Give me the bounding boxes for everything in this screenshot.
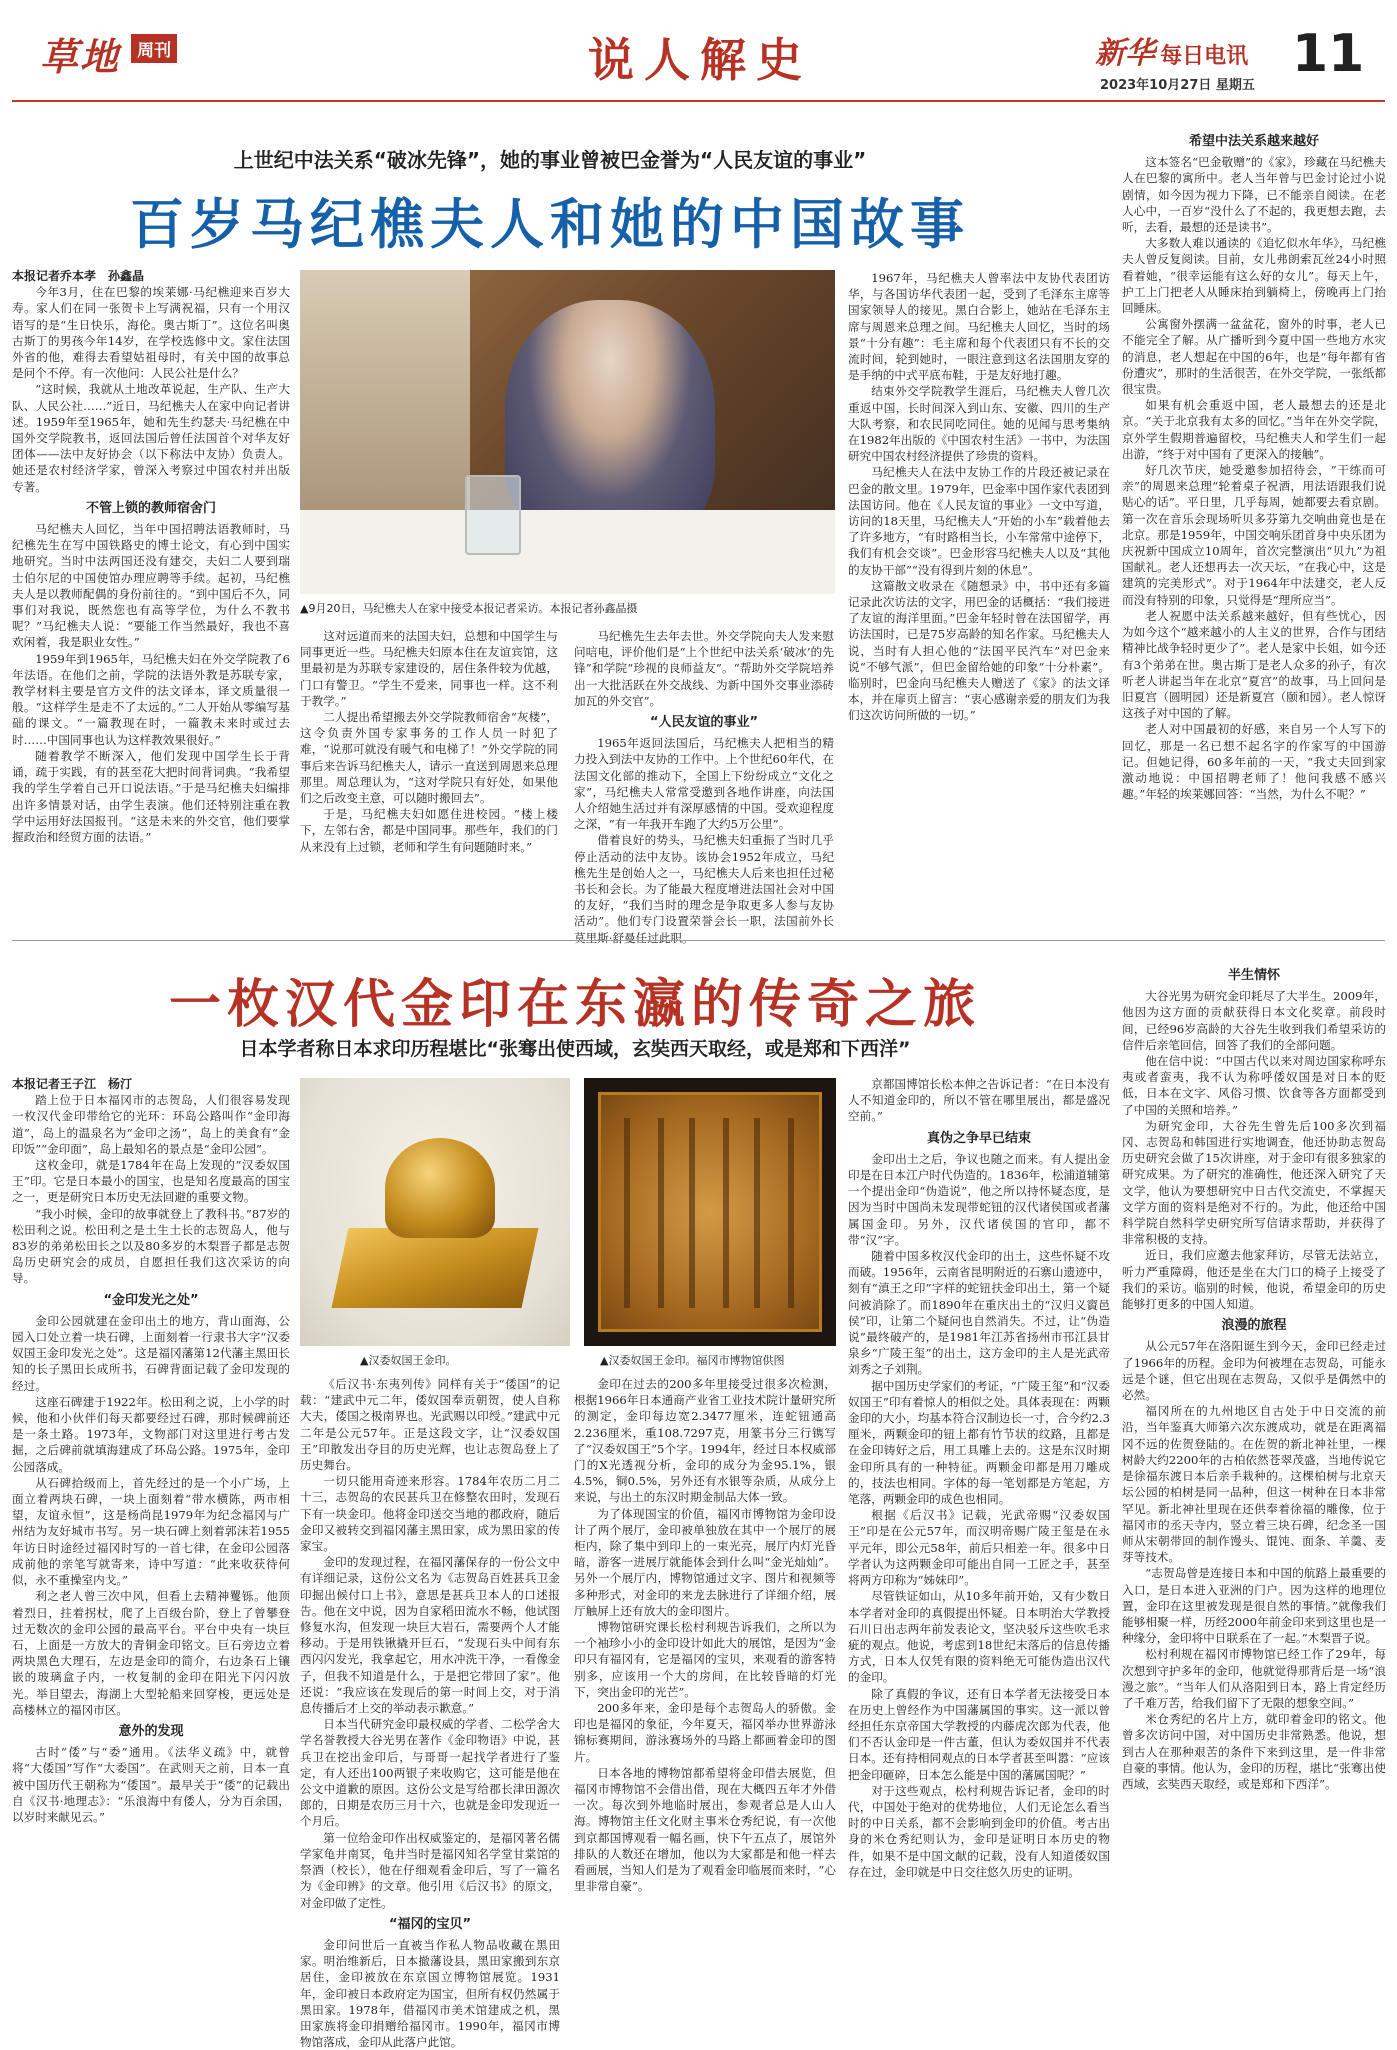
paragraph: 随着教学不断深入，他们发现中国学生长于背诵，疏于实践，有的甚至花大把时间背词典。“我希望我的学生学着自己开口说法语。”于是马纪樵夫妇编排出许多情景对话，由学生表演。他们还特别注重在教学中运用好法国报刊。“这是未来的外交官，他们要掌握政治和经贸方面的法语。” xyxy=(12,748,290,844)
article1-subhead: “人民友谊的事业” xyxy=(649,715,759,731)
paragraph: 借着良好的势头，马纪樵夫妇重振了当时几乎停止活动的法中友协。该协会1952年成立，马纪樵先生是创始人之一，马纪樵夫人后来也担任过秘书长和会长。为了能最大程度增进法国社会对中国的友好，“我们当时的理念是争取更多人参与友协活动”。他们专门设置荣誉会长一职，法国前外长莫里斯·舒曼任过此职。 xyxy=(574,833,834,945)
article1-col1 xyxy=(12,268,290,930)
gold-seal-photo-left xyxy=(300,1078,570,1346)
paragraph: 根据《后汉书》记载，光武帝赐“汉委奴国王”印是在公元57年，而汉明帝赐广陵王玺是在永平元年，即公元58年，前后只相差一年。很多中日学者认为这两颗金印可能出自同一工匠之手，甚至将两方印称为“姊妹印”。 xyxy=(848,1508,1110,1588)
paragraph: 大谷光男为研究金印耗尽了大半生。2009年，他因为这方面的贡献获得日本文化奖章。前段时间，已经96岁高龄的大谷先生收到我们希望采访的信件后亲笔回信，回答了我们的全部问题。 xyxy=(1122,989,1386,1052)
paragraph: 1959年到1965年，马纪樵夫妇在外交学院教了6年法语。在他们之前，学院的法语外教是苏联专家，教学材料主要是官方文件的法文译本，译文质量很一般。“这样学生是走不了太远的。”二人开始从零编写基础的课文。“一篇教现在时，一篇教未来时或过去时……中国同事也认为这样教效果很好。” xyxy=(12,651,290,747)
paragraph: 这篇散文收录在《随想录》中，书中还有多篇记录此次访法的文字，用巴金的话概括：“我们接进了友谊的海洋里面。”巴金年轻时曾在法国留学，再访法国时，已是75岁高龄的知名作家。马纪樵夫人说，当时有人担心他的“法国平民汽车”对巴金来说“不够气派”，但巴金留给她的印象“十分朴素”。临别时，巴金向马纪樵夫人赠送了《家》的法文译本，并在扉页上留言：“衷心感谢亲爱的朋友们为我们这次访问所做的一切。” xyxy=(848,578,1110,723)
paragraph: 据中国历史学家们的考证，“广陵王玺”和“汉委奴国王”印有着惊人的相似之处。具体表现在：两颗金印的大小，均基本符合汉制边长一寸，合今约2.3厘米，两颗金印的钮上都有竹节状的纹路，且都是在金印铸好之后，用工具雕上去的。这是东汉时期金印所具有的一种特征。两颗金印都是用刀雕成的，技法也相同。字体的每一笔划都是方笔起，方笔落，两颗金印的成色也相同。 xyxy=(848,1378,1110,1507)
issue-date: 2023年10月27日 星期五 xyxy=(1100,78,1255,93)
paragraph: 今年3月，住在巴黎的埃莱娜·马纪樵迎来百岁大寿。家人们在同一张贺卡上写满祝福，只有一个用汉语写的是“生日快乐，海伦。奥古斯丁”。这位名叫奥古斯丁的男孩今年14岁，在学校选修中文。家住法国外省的他，难得去看望姑祖母时，有关中国的故事总是问个不停。有一次他问：人民公社是什么？ xyxy=(12,285,290,381)
seal-inscription-line3 xyxy=(754,1118,794,1308)
article2-col3 xyxy=(574,1376,836,2016)
paragraph: 金印公园就建在金印出土的地方，背山面海，公园入口处立着一块石碑，上面刻着一行隶书大字“汉委奴国王金印发光之处”。这是福冈藩第12代藩主黑田长知的长子黑田长成所书，石碑背面记载了金印发现的经过。 xyxy=(12,1313,290,1393)
newspaper-logo xyxy=(1095,28,1248,72)
article2-title: 一枚汉代金印在东瀛的传奇之旅 xyxy=(168,974,981,1035)
paragraph: 金印问世后一直被当作私人物品收藏在黑田家。明治维新后，日本撤藩设县，黑田家搬到东京居住，金印被放在东京国立博物馆展览。1931年，金印被日本政府定为国宝，但所有权仍然属于黑田家。1978年，借福冈市美术馆建成之机，黑田家族将金印捐赠给福冈市。1990年，福冈市博物馆落成，金印从此落户此馆。 xyxy=(300,1937,560,2050)
article2-col1 xyxy=(12,1076,290,2016)
seal-caption-left: ▲汉委奴国王金印。 xyxy=(360,1354,457,1367)
paragraph: 为了体现国宝的价值，福冈市博物馆为金印设计了两个展厅，金印被单独放在其中一个展厅的展柜内，除了集中到印上的一束光亮，展厅内灯光昏暗，游客一进展厅就能体会到什么叫“金光灿灿”。另外一个展厅内，博物馆通过文字、图片和视频等多种形式，对金印的来龙去脉进行了详细介绍，展厅触屏上还有放大的金印图片。 xyxy=(574,1506,836,1618)
paragraph: 他在信中说：“中国古代以来对周边国家称呼东夷或者蛮夷，我不认为称呼倭奴国是对日本的贬低，日本在文字、风俗习惯、饮食等各方面都受到了中国的关照和培养。” xyxy=(1122,1054,1386,1117)
paragraph: 对于这些观点，松村利规告诉记者，金印的时代，中国处于绝对的优势地位，人们无论怎么看当时的中日关系，都不会影响到金印的价值。考古出身的米仓秀纪则认为，金印是证明日本历史的物件，如果不是中国文献的记载，没有人知道倭奴国存在过，金印就是中日交往悠久历史的证明。 xyxy=(848,1783,1110,1879)
paragraph: 二人提出希望搬去外交学院教师宿舍“灰楼”，这令负责外国专家事务的工作人员一时犯了难，“说那可就没有暖气和电梯了！”外交学院的同事后来告诉马纪樵夫人，请示一直送到周恩来总理那里。周总理认为，“这对学院只有好处，如果他们之后改变主意，可以随时搬回去”。 xyxy=(300,710,558,806)
paragraph: 踏上位于日本福冈市的志贺岛，人们很容易发现一枚汉代金印带给它的光环：环岛公路叫作“金印海道”，岛上的温泉名为“金印之汤”，岛上的美食有“金印饭”“金印面”，岛上最知名的景点是“金印公园”。 xyxy=(12,1093,290,1156)
photo-figure xyxy=(505,300,715,540)
paragraph: 马纪樵夫人回忆，当年中国招聘法语教师时，马纪樵先生在写中国铁路史的博士论文，有心到中国实地研究。当时中法两国还没有建交，夫妇二人要到瑞士伯尔尼的中国使馆办理应聘等手续。起初，马纪樵夫人是以教师配偶的身份前往的。“到中国后不久，同事们对我说，既然您也有高等学位，为什么不教书呢？”马纪樵夫人说：“要能工作当然最好，我也不喜欢闲着，我是职业女性。” xyxy=(12,522,290,650)
article2-subhead: “金印发光之处” xyxy=(103,1292,199,1308)
article1-kicker: 上世纪中法关系“破冰先锋”，她的事业曾被巴金誉为“人民友谊的事业” xyxy=(233,148,867,172)
paragraph: 这座石碑建于1922年。松田利之说，上小学的时候，他和小伙伴们每天都要经过石碑，那时候碑前还是一条土路。1973年，文物部门对这里进行考古发掘，之后碑前就填海建成了环岛公路。1975年，金印公园落成。 xyxy=(12,1394,290,1474)
paragraph: 如果有机会重返中国，老人最想去的还是北京。“关于北京我有太多的回忆。”当年在外交学院，京外学生假期普遍留校，马纪樵夫人和学生们一起出游，“终于对中国有了更深入的接触”。 xyxy=(1122,398,1386,461)
article1-caption: ▲9月20日，马纪樵夫人在家中接受本报记者采访。本报记者孙鑫晶摄 xyxy=(300,602,638,615)
paragraph: 米仓秀纪的名片上方，就印着金印的铭文。他曾多次访问中国，对中国历史非常熟悉。他说，想到古人在那种艰苦的条件下来到这里，是一件非常自豪的事情。他认为，金印的历程，堪比“张骞出使西域，玄奘西天取经，或是郑和下西洋”。 xyxy=(1122,1712,1386,1791)
page-number: 11 xyxy=(1292,24,1365,84)
gold-seal-photo-right xyxy=(584,1078,836,1346)
article2-byline: 本报记者王子江 杨汀 xyxy=(12,1077,133,1091)
section-title: 说人解史 xyxy=(588,33,812,87)
seal-inscription-line2 xyxy=(689,1118,729,1308)
article2-col2 xyxy=(300,1376,560,2050)
weekly-logo-text: 草地 xyxy=(40,34,121,79)
article1-photo xyxy=(300,270,835,594)
article2-subhead: 真伪之争早已结束 xyxy=(926,1130,1031,1146)
paragraph: 老人对中国最初的好感，来自另一个人写下的回忆，那是一名已想不起名字的作家写的中国游记。但她记得，60多年前的一天，“我丈夫回到家激动地说：中国招聘老师了！他问我感不感兴趣。”年轻的埃莱娜回答：“当然，为什么不呢？” xyxy=(1122,722,1386,802)
photo-glass xyxy=(465,475,521,555)
paragraph: “志贺岛曾是连接日本和中国的航路上最重要的入口，是日本进入亚洲的门户。因为这样的地理位置，金印在这里被发现是很自然的事情。”就像我们能够相聚一样，历经2000年前金印来到这里也是一种缘分，金印将中日联系在了一起。”木梨晋子说。 xyxy=(1122,1566,1386,1646)
paragraph: 金印出土之后，争议也随之而来。有人提出金印是在日本江户时代伪造的。1836年，松浦道辅第一个提出金印“伪造说”，他之所以持怀疑态度，是因为当时中国尚未发现带蛇钮的汉代诸侯国或者藩属国金印。另外，汉代诸侯国的官印，都不带“汉”字。 xyxy=(848,1151,1110,1247)
paragraph: 马纪樵夫人在法中友协工作的片段还被记录在巴金的散文里。1979年，巴金率中国作家代表团到法国访问。他在《人民友谊的事业》一文中写道，访问的18天里，马纪樵夫人“开始的小车”载着他去了许多地方，“有时路相当长，小车常常中途停下，我们有机会交谈”。巴金形容马纪樵夫人以及“其他的友协干部”“没有得到片刻的休息”。 xyxy=(848,465,1110,577)
article1-byline: 本报记者乔本孝 孙鑫晶 xyxy=(12,269,145,283)
article1-subhead: 不管上锁的教师宿舍门 xyxy=(85,500,216,516)
paragraph: 这枚金印，就是1784年在岛上发现的“汉委奴国王”印。它是日本最小的国宝，也是知名度最高的国宝之一，更是研究日本历史无法回避的重要文物。 xyxy=(12,1158,290,1205)
photo-table xyxy=(300,510,835,594)
paragraph: “我小时候，金印的故事就登上了教科书。”87岁的松田利之说。松田利之是土生土长的志贺岛人，他与83岁的弟弟松田长之以及80多岁的木梨晋子都是志贺岛历史研究会的成员，自愿担任我们这次采访的向导。 xyxy=(12,1206,290,1286)
paragraph: 一切只能用奇迹来形容。1784年农历二月二十三，志贺岛的农民甚兵卫在修整农田时，发现石下有一块金印。他将金印送交当地的郡政府，随后金印又被转交到福冈藩主黑田家，成为黑田家的传家宝。 xyxy=(300,1474,560,1554)
paragraph: 好几次节庆，她受邀参加招待会，“干练而可亲”的周恩来总理“轮着桌子祝酒，用法语跟我们说贴心的话”。平日里，几乎每周，她都要去看京剧。第一次在音乐会现场听贝多芬第九交响曲竟也是在北京。那是1959年，中国交响乐团首身中央乐团为庆祝新中国成立10周年，首次完整演出“贝九”为祖国献礼。老人还想再去一次天坛，“在我心中，这是建筑的完美形式”。对于1964年中法建交，老人反而没有特别的印象，只觉得是“理所应当”。 xyxy=(1122,463,1386,607)
article1-col4 xyxy=(848,270,1110,930)
paragraph: 1965年返回法国后，马纪樵夫人把相当的精力投入到法中友协的工作中。上个世纪60年代，在法国文化部的推动下，全国上下纷纷成立“文化之家”，马纪樵夫人常常受邀到各地作讲座，向法国人介绍她生活过并有深厚感情的中国。受欢迎程度之深，“有一年我开车跑了大约5万公里”。 xyxy=(574,736,834,832)
paragraph: 《后汉书·东夷列传》同样有关于“倭国”的记载：“建武中元二年，倭奴国奉贡朝贺，使人自称大夫，倭国之极南界也。光武赐以印绶。”建武中元二年是公元57年。正是这段文字，让“汉委奴国王”印散发出夺目的历史光辉，也让志贺岛登上了历史舞台。 xyxy=(300,1377,560,1473)
paragraph: 京都国博馆长松本伸之告诉记者：“在日本没有人不知道金印的，所以不管在哪里展出，都是盛况空前。” xyxy=(848,1077,1110,1124)
paragraph: 马纪樵先生去年去世。外交学院向夫人发来慰问唁电，评价他们是“上个世纪中法关系‘破冰’的先锋”和学院“珍视的良师益友”。“帮助外交学院培养出一大批活跃在外交战线、为新中国外交事业添砖加瓦的外交官”。 xyxy=(574,629,834,708)
paragraph: 结束外交学院教学生涯后，马纪樵夫人曾几次重返中国，长时间深入到山东、安徽、四川的生产大队考察，和农民同吃同住。她的见闻与思考集纳在1982年出版的《中国农村生活》一书中，为法国研究中国农村经济提供了珍贵的资料。 xyxy=(848,384,1110,464)
article1-title: 百岁马纪樵夫人和她的中国故事 xyxy=(130,192,970,256)
paragraph: 博物馆研究课长松村利规告诉我们，之所以为一个袖珍小小的金印设计如此大的展馆，是因为“金印只有福冈有，它是福冈的宝贝，来观看的游客特别多，应该用一个大的房间，在比较昏暗的灯光下，突出金印的光芒”。 xyxy=(574,1620,836,1699)
article2-subhead: 意外的发现 xyxy=(118,1723,184,1739)
article1-col3 xyxy=(574,628,834,945)
seal-knob xyxy=(385,1138,495,1238)
seal-base xyxy=(331,1228,538,1308)
paragraph: 第一位给金印作出权威鉴定的，是福冈著名儒学家龟井南冥，龟井当时是福冈知名学堂甘棠馆的祭酒（校长），他在仔细观看金印后，写了一篇名为《金印辨》的文章。他引用《后汉书》的原文，对金印做了定性。 xyxy=(300,1830,560,1910)
article1-subhead: 希望中法关系越来越好 xyxy=(1188,134,1319,149)
paragraph: 于是，马纪樵夫妇如愿住进校园。“楼上楼下，左邻右舍，都是中国同事。那些年，我们的门从来没有上过锁，老师和学生有问题随时来。” xyxy=(300,807,558,854)
paragraph: 公寓窗外摆满一盆盆花，窗外的时事，老人已不能完全了解。从广播听到今夏中国一些地方水灾的消息，老人想起在中国的6年，也是“每年都有省份遭灾”，那时的生活很苦，在外交学院，一张纸都很宝贵。 xyxy=(1122,317,1386,397)
paragraph: 大多数人难以通读的《追忆似水年华》，马纪樵夫人曾反复阅读。目前，女儿弗朗索瓦丝24小时照看着她，“很幸运能有这么好的女儿”。每天上午，护工上门把老人从睡床抬到躺椅上，傍晚再上门抬回睡床。 xyxy=(1122,236,1386,316)
article1-col2 xyxy=(300,628,558,930)
paragraph: 这对远道而来的法国夫妇，总想和中国学生与同事更近一些。马纪樵夫妇原本住在友谊宾馆，这里最初是为苏联专家建设的，居住条件较为优越，门口有警卫。“学生不爱来，同事也一样。这不利于教学。” xyxy=(300,629,558,708)
masthead-rule xyxy=(12,100,1385,102)
paragraph: 近日，我们应邀去他家拜访，尽管无法站立，听力严重障碍，他还是坐在大门口的椅子上接受了我们的采访。临别的时候，他说，希望金印的历史能够打更多的中国人知道。 xyxy=(1122,1248,1386,1312)
paragraph: 老人祝愿中法关系越来越好，但有些忧心，因为如今这个“越来越小的人主义的世界，合作与团结精神比战争轻时更少了”。老人是家中长姐，如今还有3个弟弟在世。奥古斯丁是老人众多的孙子，有次听老人讲起当年在北京“夏宫”的故事，马上回问是旧夏宫（圆明园）还是新夏宫（颐和园）。老人惊讶这孩子对中国的了解。 xyxy=(1122,608,1386,721)
article2-kicker: 日本学者称日本求印历程堪比“张骞出使西域，玄奘西天取经，或是郑和下西洋” xyxy=(239,1038,911,1060)
article2-subhead: “福冈的宝贝” xyxy=(388,1916,472,1932)
paragraph: 金印的发现过程，在福冈藩保存的一份公文中有详细记录，这份公文名为《志贺岛百姓甚兵卫金印掘出候付口上书》，意思是甚兵卫本人的口述报告。他在文中说，因为自家稻田流水不畅，他试图修复水沟，但发现一块巨大岩石，需要两个人才能移动。于是用铁锹撬开巨石，“发现石头中间有东西闪闪发光，我拿起它，用水冲洗干净，一看像金子，但我不知道是什么，于是把它带回了家”。他还说：“我应该在发现后的第一时间上交，对于消息传播后才上交的举动表示歉意。” xyxy=(300,1555,560,1716)
paragraph: 金印在过去的200多年里接受过很多次检测，根据1966年日本通商产业省工业技术院计量研究所的测定，金印每边宽2.3477厘米，连蛇钮通高2.236厘米，重108.7297克，用篆书分三行镌写了“汉委奴国王”5个字。1994年，经过日本权威部门的X光透视分析，金印的成分为金95.1%，银4.5%，铜0.5%，另外还有水银等杂质，从成分上来说，与出土的东汉时期金制品大体一致。 xyxy=(574,1377,836,1505)
article2-subhead: 半生情怀 xyxy=(1227,968,1280,983)
paragraph: 随着中国多枚汉代金印的出土，这些怀疑不攻而破。1956年，云南省昆明附近的石寨山遗迹中，刻有“滇王之印”字样的蛇钮扶金印出土，第一个疑问被消除了。而1890年在重庆出土的“汉归义賨邑侯”印，让第二个疑问也自然消失。不过，让“伪造说”最终破产的，是1981年江苏省扬州市邗江县甘泉乡“广陵王玺”的出土，这方金印的主人是光武帝刘秀之子刘荆。 xyxy=(848,1249,1110,1377)
newspaper-logo-xinhua: 新华 xyxy=(1095,36,1155,71)
weekly-logo xyxy=(40,26,177,79)
seal-caption-right: ▲汉委奴国王金印。福冈市博物馆供图 xyxy=(600,1354,785,1367)
paragraph: 松村利规在福冈市博物馆已经工作了29年，每次想到守护多年的金印，他就觉得那背后是一场“浪漫之旅”。“当年人们从洛阳到日本，路上肯定经历了千难万苦，给我们留下了无限的想象空间。” xyxy=(1122,1647,1386,1710)
article2-col4 xyxy=(848,1076,1110,2016)
newspaper-logo-name: 每日电讯 xyxy=(1160,44,1249,69)
article1-col5 xyxy=(1122,128,1386,930)
paragraph: 1967年，马纪樵夫人曾率法中友协代表团访华，与各国访华代表团一起，受到了毛泽东主席等国家领导人的接见。黑白合影上，她站在毛泽东主席与周恩来总理之间。马纪樵夫人回忆，当时的场景“十分有趣”：毛主席和每个代表团只有不长的交流时间，轮到她时，一眼注意到这名法国朋友穿的是手纳的中式平底布鞋，于是友好地打趣。 xyxy=(848,271,1110,383)
paragraph: 为研究金印，大谷先生曾先后100多次到福冈、志贺岛和韩国进行实地调查，他还协助志贺岛历史研究会做了15次讲座，对于金印有很多独家的研究成果。为了研究的准确性，他还深入研究了天文学，他认为要想研究中日古代交流史，不掌握天文学方面的资料是绝对不行的。为此，他还给中国科学院自然科学史研究所写信请求帮助，并获得了非常积极的支持。 xyxy=(1122,1118,1386,1247)
paragraph: 福冈所在的九州地区自古处于中日交流的前沿，当年鉴真大师第六次东渡成功，就是在距离福冈不远的佐贺登陆的。在佐贺的新北神社里，一棵树龄大约2200年的古柏依然苍翠茂盛，当地传说它是徐福东渡日本后亲手栽种的。这棵柏树与北京天坛公园的柏树是同一品种，但这一树种在日本非常罕见。新北神社里现在还供奉着徐福的雕像，位于福冈市的丞天寺内，竖立着三块石碑，纪念圣一国师从宋朝带回的制作馒头、馄饨、面条、羊羹、麦芽等技术。 xyxy=(1122,1404,1386,1565)
paragraph: 日本当代研究金印最权威的学者、二松学舍大学名誉教授大谷光男在著作《金印物语》中说，甚兵卫在挖出金印后，与哥哥一起找学者进行了鉴定，有人还出100两银子来收购它，这可能是他在公文中道歉的原因。这份公文是写给郡长津田源次郎的，日期是农历三月十六，也就是金印发现近一个月后。 xyxy=(300,1717,560,1829)
paragraph: 200多年来，金印是每个志贺岛人的骄傲。金印也是福冈的象征，今年夏天，福冈举办世界游泳锦标赛期间，游泳赛场外的马路上都画着金印的图片。 xyxy=(574,1701,836,1764)
paragraph: “这时候，我就从土地改革说起，生产队、生产大队、人民公社……”近日，马纪樵夫人在家中向记者讲述。1959年至1965年，她和先生约瑟夫·马纪樵在中国外交学院教书，返回法国后曾任法国首个对华友好团体——法中友好协会（以下称法中友协）负责人。她还是农村经济学家，曾深入考察过中国农村并出版专著。 xyxy=(12,382,290,494)
paragraph: 从石碑拾级而上，首先经过的是一个小广场，上面立着两块石碑，一块上面刻着“带水横陈，两市相望，友谊永恒”，这是杨尚昆1979年为纪念福冈与广州结为友好城市书写。另一块石碑上刻着郭沫若1955年访日时途经过福冈时写的一首七律，在金印公园落成前他的亲笔写就寄来，诗中写道：“此来收获待何似，永不重操室内戈。” xyxy=(12,1475,290,1588)
paragraph: 从公元57年在洛阳诞生到今天，金印已经走过了1966年的历程。金印为何被埋在志贺岛，可能永远是个谜，但它出现在志贺岛，又似乎是偶然中的必然。 xyxy=(1122,1339,1386,1403)
paragraph: 利之老人曾三次中风，但看上去精神矍铄。他顶着烈日，拄着拐杖，爬了上百级台阶，登上了曾攀登过无数次的金印公园的最高平台。平台中央有一块巨石，上面是一方放大的青铜金印铭文。巨石旁边立着两块黑色大理石，左边是金印的简介，右边条石上镶嵌的玻璃盒子内，一枚复制的金印在阳光下闪闪放光。举目望去，海湖上大型轮船来回穿梭，更远处是高楼林立的福冈市区。 xyxy=(12,1589,290,1717)
article2-subhead: 浪漫的旅程 xyxy=(1221,1318,1287,1334)
paragraph: 日本各地的博物馆都希望将金印借去展览，但福冈市博物馆不会借出借，现在大概四五年才外借一次。每次到外地临时展出，参观者总是人山人海。博物馆主任文化财主事米仓秀纪说，有一次他到京都国博观看一幅名画，快下午五点了，展馆外排队的人数还在增加，他以为大家都是和他一样去看画展，当知人们是为了观看金印临展而来时，“心里非常自豪”。 xyxy=(574,1765,836,1894)
weekly-badge: 周刊 xyxy=(131,34,177,63)
masthead xyxy=(0,0,1397,110)
paragraph: 古时“倭”与“委”通用。《法华义疏》中，就曾将“大倭国”写作“大委国”。在武则天之前，日本一直被中国历代王朝称为“倭国”。最早关于“倭”的记载出自《汉书·地理志》：“乐浪海中有倭人，分为百余国，以岁时来献见云。” xyxy=(12,1745,290,1824)
paragraph: 尽管铁证如山，从10多年前开始，又有少数日本学者对金印的真假提出怀疑。日本明治大学教授石川日出志两年前发表论文，坚决驳斥这些吹毛求疵的观点。他说，考虑到18世纪末落后的信息传播方式，日本人仅凭有限的资料绝无可能伪造出汉代的金印。 xyxy=(848,1589,1110,1685)
seal-inscription-line1 xyxy=(624,1118,664,1308)
article2-col5 xyxy=(1122,962,1386,2016)
paragraph: 除了真假的争议，还有日本学者无法接受日本在历史上曾经作为中国藩属国的事实。这一派以曾经担任东京帝国大学教授的内藤虎次郎为代表，他们不否认金印是一件古董，但认为委奴国并不代表日本。还有持相同观点的日本学者甚至叫嚣：“应该把金印砸碎，日本怎么能是中国的藩属国呢？” xyxy=(848,1686,1110,1782)
article-divider xyxy=(12,940,1385,941)
paragraph: 这本签名“巴金敬赠”的《家》，珍藏在马纪樵夫人在巴黎的寓所中。老人当年曾与巴金讨论过小说剧情，如今因为视力下降，已不能亲自阅读。在老人心中，一百岁“没什么了不起的，我更想去跑，去听，去看，最想的还是读书”。 xyxy=(1122,155,1386,235)
